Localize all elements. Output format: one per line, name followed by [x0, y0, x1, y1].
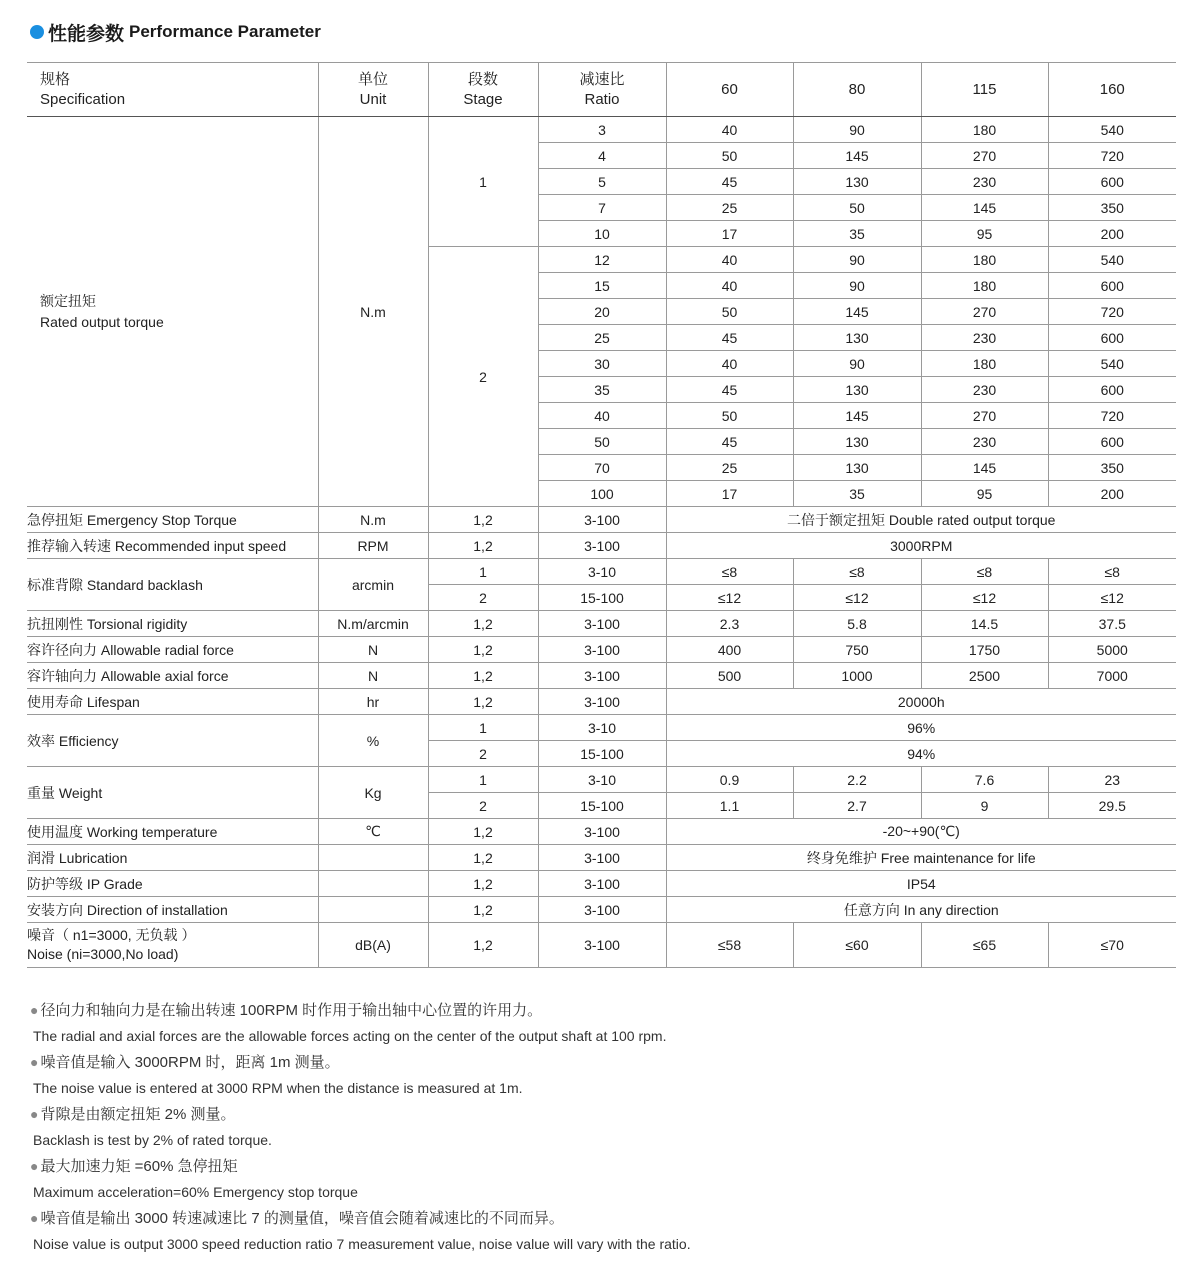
value-cell: 145	[921, 195, 1048, 221]
ratio-cell: 40	[538, 403, 666, 429]
backlash-stage: 1	[428, 559, 538, 585]
value-cell: ≤58	[666, 923, 793, 968]
lifespan-unit: hr	[318, 689, 428, 715]
weight-row	[27, 767, 1176, 793]
value-cell: 40	[666, 247, 793, 273]
value-cell: 45	[666, 325, 793, 351]
value-cell: ≤8	[666, 559, 793, 585]
value-cell: 600	[1048, 377, 1176, 403]
value-cell: 200	[1048, 221, 1176, 247]
estop-stage: 1,2	[428, 507, 538, 533]
radial-unit: N	[318, 637, 428, 663]
ratio-cell: 15	[538, 273, 666, 299]
temperature-unit: ℃	[318, 819, 428, 845]
efficiency-ratio: 3-10	[538, 715, 666, 741]
value-cell: 600	[1048, 325, 1176, 351]
note-en: Backlash is test by 2% of rated torque.	[33, 1132, 272, 1148]
ip-label: 防护等级 IP Grade	[27, 871, 318, 897]
estop-label: 急停扭矩 Emergency Stop Torque	[27, 507, 318, 533]
noise-row	[27, 923, 1176, 968]
direction-row	[27, 897, 1176, 923]
value-cell: 90	[793, 117, 921, 143]
value-cell: 270	[921, 403, 1048, 429]
backlash-row	[27, 559, 1176, 585]
value-cell: 2500	[921, 663, 1048, 689]
note-cn: ● 噪音值是输出 3000 转速减速比 7 的测量值，噪音值会随着减速比的不同而异。	[30, 1210, 564, 1227]
backlash-ratio: 15-100	[538, 585, 666, 611]
backlash-label: 标准背隙 Standard backlash	[27, 559, 318, 611]
lubrication-value: 终身免维护 Free maintenance for life	[666, 845, 1176, 871]
lifespan-value: 20000h	[666, 689, 1176, 715]
rigidity-ratio: 3-100	[538, 611, 666, 637]
efficiency-value: 94%	[666, 741, 1176, 767]
header-row	[27, 63, 1176, 117]
efficiency-ratio: 15-100	[538, 741, 666, 767]
ratio-cell: 10	[538, 221, 666, 247]
temperature-value: -20~+90(℃)	[666, 819, 1176, 845]
bullet-icon: ●	[30, 1002, 39, 1018]
value-cell: 40	[666, 273, 793, 299]
ratio-cell: 7	[538, 195, 666, 221]
note-en: Noise value is output 3000 speed reduction ratio 7 measurement value, noise value will vary with the ratio.	[33, 1236, 691, 1252]
value-cell: 230	[921, 169, 1048, 195]
axial-unit: N	[318, 663, 428, 689]
value-cell: 50	[666, 403, 793, 429]
value-cell: 1000	[793, 663, 921, 689]
value-cell: 145	[793, 403, 921, 429]
direction-stage: 1,2	[428, 897, 538, 923]
input-speed-value: 3000RPM	[666, 533, 1176, 559]
value-cell: 45	[666, 377, 793, 403]
value-cell: 29.5	[1048, 793, 1176, 819]
note-en: Maximum acceleration=60% Emergency stop torque	[33, 1184, 358, 1200]
axial-label: 容许轴向力 Allowable axial force	[27, 663, 318, 689]
value-cell: 540	[1048, 247, 1176, 273]
value-cell: 50	[666, 299, 793, 325]
lifespan-row	[27, 689, 1176, 715]
ratio-cell: 30	[538, 351, 666, 377]
note-cn: ● 径向力和轴向力是在输出转速 100RPM 时作用于输出轴中心位置的许用力。	[30, 1002, 543, 1019]
input-speed-row	[27, 533, 1176, 559]
value-cell: 720	[1048, 143, 1176, 169]
efficiency-value: 96%	[666, 715, 1176, 741]
direction-unit	[318, 897, 428, 923]
ratio-cell: 25	[538, 325, 666, 351]
bullet-dot-icon	[30, 25, 44, 39]
value-cell: 145	[793, 143, 921, 169]
direction-label: 安装方向 Direction of installation	[27, 897, 318, 923]
torque-unit: N.m	[318, 117, 428, 507]
torque-stage-2: 2	[428, 247, 538, 507]
value-cell: 350	[1048, 455, 1176, 481]
lubrication-row	[27, 845, 1176, 871]
note-en: The radial and axial forces are the allowable forces acting on the center of the output shaft at 100 rpm.	[33, 1028, 667, 1044]
header-model-80: 80	[793, 63, 921, 117]
estop-unit: N.m	[318, 507, 428, 533]
radial-ratio: 3-100	[538, 637, 666, 663]
lifespan-stage: 1,2	[428, 689, 538, 715]
weight-stage: 2	[428, 793, 538, 819]
note-cn: ● 背隙是由额定扭矩 2% 测量。	[30, 1106, 236, 1123]
lubrication-unit	[318, 845, 428, 871]
value-cell: 130	[793, 377, 921, 403]
value-cell: ≤12	[666, 585, 793, 611]
header-model-115: 115	[921, 63, 1048, 117]
value-cell: 45	[666, 429, 793, 455]
value-cell: 130	[793, 169, 921, 195]
efficiency-label: 效率 Efficiency	[27, 715, 318, 767]
value-cell: 17	[666, 481, 793, 507]
ip-row	[27, 871, 1176, 897]
weight-label: 重量 Weight	[27, 767, 318, 819]
value-cell: 25	[666, 195, 793, 221]
bullet-icon: ●	[30, 1158, 39, 1174]
value-cell: 7.6	[921, 767, 1048, 793]
value-cell: 270	[921, 299, 1048, 325]
value-cell: ≤12	[921, 585, 1048, 611]
header-model-60: 60	[666, 63, 793, 117]
header-unit: 单位 Unit	[318, 63, 428, 117]
value-cell: ≤8	[921, 559, 1048, 585]
value-cell: 230	[921, 325, 1048, 351]
value-cell: 720	[1048, 299, 1176, 325]
torque-stage-1: 1	[428, 117, 538, 247]
value-cell: 1.1	[666, 793, 793, 819]
noise-ratio: 3-100	[538, 923, 666, 968]
lubrication-stage: 1,2	[428, 845, 538, 871]
ratio-cell: 70	[538, 455, 666, 481]
value-cell: 130	[793, 429, 921, 455]
performance-table	[27, 62, 1176, 968]
value-cell: 180	[921, 273, 1048, 299]
noise-stage: 1,2	[428, 923, 538, 968]
value-cell: 2.7	[793, 793, 921, 819]
value-cell: 90	[793, 273, 921, 299]
value-cell: 90	[793, 351, 921, 377]
value-cell: 45	[666, 169, 793, 195]
header-ratio: 减速比 Ratio	[538, 63, 666, 117]
ip-ratio: 3-100	[538, 871, 666, 897]
value-cell: 230	[921, 429, 1048, 455]
input-speed-unit: RPM	[318, 533, 428, 559]
value-cell: 180	[921, 351, 1048, 377]
ratio-cell: 12	[538, 247, 666, 273]
lifespan-ratio: 3-100	[538, 689, 666, 715]
temperature-stage: 1,2	[428, 819, 538, 845]
backlash-ratio: 3-10	[538, 559, 666, 585]
value-cell: ≤70	[1048, 923, 1176, 968]
ratio-cell: 35	[538, 377, 666, 403]
input-speed-label: 推荐输入转速 Recommended input speed	[27, 533, 318, 559]
value-cell: 23	[1048, 767, 1176, 793]
lifespan-label: 使用寿命 Lifespan	[27, 689, 318, 715]
ratio-cell: 5	[538, 169, 666, 195]
table-row	[27, 117, 1176, 143]
efficiency-row	[27, 715, 1176, 741]
value-cell: 35	[793, 481, 921, 507]
value-cell: 180	[921, 117, 1048, 143]
rigidity-unit: N.m/arcmin	[318, 611, 428, 637]
title-en: Performance Parameter	[129, 22, 321, 41]
title-cn: 性能参数	[48, 23, 125, 45]
value-cell: 540	[1048, 117, 1176, 143]
rigidity-stage: 1,2	[428, 611, 538, 637]
value-cell: 2.3	[666, 611, 793, 637]
value-cell: ≤65	[921, 923, 1048, 968]
lubrication-label: 润滑 Lubrication	[27, 845, 318, 871]
value-cell: 95	[921, 481, 1048, 507]
value-cell: 95	[921, 221, 1048, 247]
value-cell: 130	[793, 455, 921, 481]
value-cell: 40	[666, 351, 793, 377]
radial-stage: 1,2	[428, 637, 538, 663]
torque-label: 额定扭矩 Rated output torque	[27, 117, 318, 507]
notes-section	[30, 997, 1170, 1257]
value-cell: ≤12	[793, 585, 921, 611]
note-en: The noise value is entered at 3000 RPM when the distance is measured at 1m.	[33, 1080, 523, 1096]
bullet-icon: ●	[30, 1106, 39, 1122]
value-cell: 400	[666, 637, 793, 663]
efficiency-stage: 1	[428, 715, 538, 741]
value-cell: 200	[1048, 481, 1176, 507]
value-cell: 270	[921, 143, 1048, 169]
ip-value: IP54	[666, 871, 1176, 897]
value-cell: 2.2	[793, 767, 921, 793]
direction-ratio: 3-100	[538, 897, 666, 923]
value-cell: 130	[793, 325, 921, 351]
radial-row	[27, 637, 1176, 663]
temperature-ratio: 3-100	[538, 819, 666, 845]
value-cell: 5.8	[793, 611, 921, 637]
ratio-cell: 3	[538, 117, 666, 143]
estop-value: 二倍于额定扭矩 Double rated output torque	[666, 507, 1176, 533]
value-cell: 9	[921, 793, 1048, 819]
rigidity-row	[27, 611, 1176, 637]
ip-unit	[318, 871, 428, 897]
value-cell: 0.9	[666, 767, 793, 793]
lubrication-ratio: 3-100	[538, 845, 666, 871]
value-cell: 500	[666, 663, 793, 689]
temperature-label: 使用温度 Working temperature	[27, 819, 318, 845]
efficiency-unit: %	[318, 715, 428, 767]
weight-stage: 1	[428, 767, 538, 793]
ratio-cell: 50	[538, 429, 666, 455]
value-cell: 37.5	[1048, 611, 1176, 637]
ratio-cell: 20	[538, 299, 666, 325]
value-cell: 350	[1048, 195, 1176, 221]
input-speed-stage: 1,2	[428, 533, 538, 559]
value-cell: 180	[921, 247, 1048, 273]
value-cell: 35	[793, 221, 921, 247]
value-cell: 25	[666, 455, 793, 481]
axial-ratio: 3-100	[538, 663, 666, 689]
weight-unit: Kg	[318, 767, 428, 819]
bullet-icon: ●	[30, 1210, 39, 1226]
header-spec: 规格 Specification	[27, 63, 318, 117]
axial-row	[27, 663, 1176, 689]
backlash-unit: arcmin	[318, 559, 428, 611]
value-cell: 600	[1048, 429, 1176, 455]
value-cell: 145	[793, 299, 921, 325]
value-cell: 230	[921, 377, 1048, 403]
value-cell: 7000	[1048, 663, 1176, 689]
value-cell: 750	[793, 637, 921, 663]
ratio-cell: 100	[538, 481, 666, 507]
estop-row	[27, 507, 1176, 533]
radial-label: 容许径向力 Allowable radial force	[27, 637, 318, 663]
bullet-icon: ●	[30, 1054, 39, 1070]
value-cell: ≤8	[1048, 559, 1176, 585]
backlash-stage: 2	[428, 585, 538, 611]
value-cell: ≤12	[1048, 585, 1176, 611]
section-title	[30, 18, 321, 46]
value-cell: 14.5	[921, 611, 1048, 637]
noise-label: 噪音（ n1=3000, 无负载 ） Noise (ni=3000,No load)	[27, 923, 318, 968]
direction-value: 任意方向 In any direction	[666, 897, 1176, 923]
temperature-row	[27, 819, 1176, 845]
value-cell: 600	[1048, 273, 1176, 299]
weight-ratio: 3-10	[538, 767, 666, 793]
value-cell: 5000	[1048, 637, 1176, 663]
ratio-cell: 4	[538, 143, 666, 169]
value-cell: ≤60	[793, 923, 921, 968]
noise-unit: dB(A)	[318, 923, 428, 968]
header-stage: 段数 Stage	[428, 63, 538, 117]
value-cell: 600	[1048, 169, 1176, 195]
header-model-160: 160	[1048, 63, 1176, 117]
value-cell: 90	[793, 247, 921, 273]
value-cell: 50	[666, 143, 793, 169]
note-cn: ● 噪音值是输入 3000RPM 时，距离 1m 测量。	[30, 1054, 340, 1071]
rigidity-label: 抗扭刚性 Torsional rigidity	[27, 611, 318, 637]
value-cell: 40	[666, 117, 793, 143]
value-cell: ≤8	[793, 559, 921, 585]
value-cell: 50	[793, 195, 921, 221]
value-cell: 540	[1048, 351, 1176, 377]
value-cell: 145	[921, 455, 1048, 481]
ip-stage: 1,2	[428, 871, 538, 897]
input-speed-ratio: 3-100	[538, 533, 666, 559]
value-cell: 17	[666, 221, 793, 247]
axial-stage: 1,2	[428, 663, 538, 689]
estop-ratio: 3-100	[538, 507, 666, 533]
note-cn: ● 最大加速力矩 =60% 急停扭矩	[30, 1158, 238, 1175]
efficiency-stage: 2	[428, 741, 538, 767]
weight-ratio: 15-100	[538, 793, 666, 819]
value-cell: 720	[1048, 403, 1176, 429]
value-cell: 1750	[921, 637, 1048, 663]
